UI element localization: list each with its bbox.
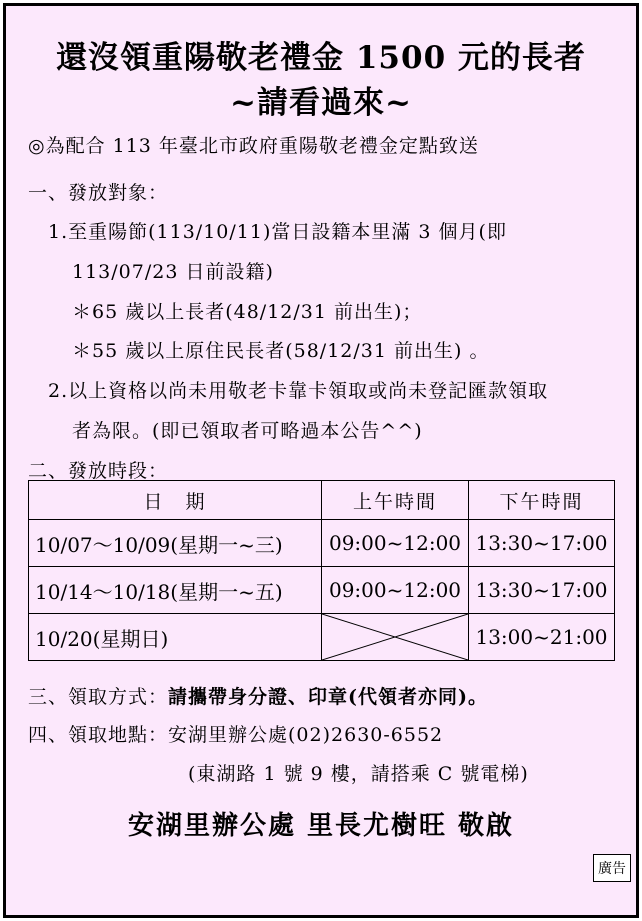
row-morning-unavailable	[322, 614, 469, 661]
row-afternoon-time: 13:30~17:00	[469, 567, 615, 614]
notice-poster	[3, 3, 639, 918]
table-header-row	[29, 481, 615, 520]
row-morning-time: 09:00~12:00	[322, 567, 469, 614]
column-header-morning: 上午時間	[322, 481, 469, 520]
section3-label: 三、領取方式：	[28, 686, 169, 708]
item1-line1: 1.至重陽節(113/10/11)當日設籍本里滿 3 個月(即	[48, 221, 507, 243]
table-row	[29, 567, 615, 614]
notice-subtitle: ~請看過來~	[230, 85, 412, 121]
row-date: 10/07～10/09(星期一~三)	[29, 520, 322, 567]
section4	[28, 720, 443, 747]
row-afternoon-time: 13:30~17:00	[469, 520, 615, 567]
row-date: 10/14～10/18(星期一~五)	[29, 567, 322, 614]
item2-line2: 者為限。(即已領取者可略過本公告^^)	[72, 420, 423, 442]
table-row	[29, 520, 615, 567]
section1-heading: 一、發放對象：	[28, 182, 169, 204]
cross-out-mark	[322, 614, 468, 660]
row-morning-time: 09:00~12:00	[322, 520, 469, 567]
intro-text: ◎為配合 113 年臺北市政府重陽敬老禮金定點致送	[28, 135, 479, 157]
section2-heading: 二、發放時段：	[28, 460, 169, 482]
section4-label: 四、領取地點：	[28, 724, 169, 746]
column-header-afternoon: 下午時間	[469, 481, 615, 520]
signature: 安湖里辦公處 里長尤樹旺 敬啟	[127, 811, 515, 841]
item1-sub2: ＊55 歲以上原住民長者(58/12/31 前出生) 。	[72, 340, 490, 362]
section3-value: 請攜帶身分證、印章(代領者亦同)。	[168, 686, 488, 708]
table-row	[29, 614, 615, 661]
section4-address: (東湖路 1 號 9 樓，請搭乘 C 號電梯)	[188, 763, 529, 785]
item1-line2: 113/07/23 日前設籍)	[72, 261, 274, 283]
row-date: 10/20(星期日)	[29, 614, 322, 661]
ad-label: 廣告	[593, 854, 631, 882]
item2-line1: 2.以上資格以尚未用敬老卡靠卡領取或尚未登記匯款領取	[48, 380, 549, 402]
column-header-date: 日 期	[29, 481, 322, 520]
item1-sub1: ＊65 歲以上長者(48/12/31 前出生)；	[72, 301, 423, 323]
section4-value: 安湖里辦公處(02)2630-6552	[168, 724, 444, 746]
notice-title: 還沒領重陽敬老禮金 1500 元的長者	[56, 40, 586, 76]
section3	[28, 682, 488, 709]
row-afternoon-time: 13:00~21:00	[469, 614, 615, 661]
schedule-table	[28, 480, 615, 661]
